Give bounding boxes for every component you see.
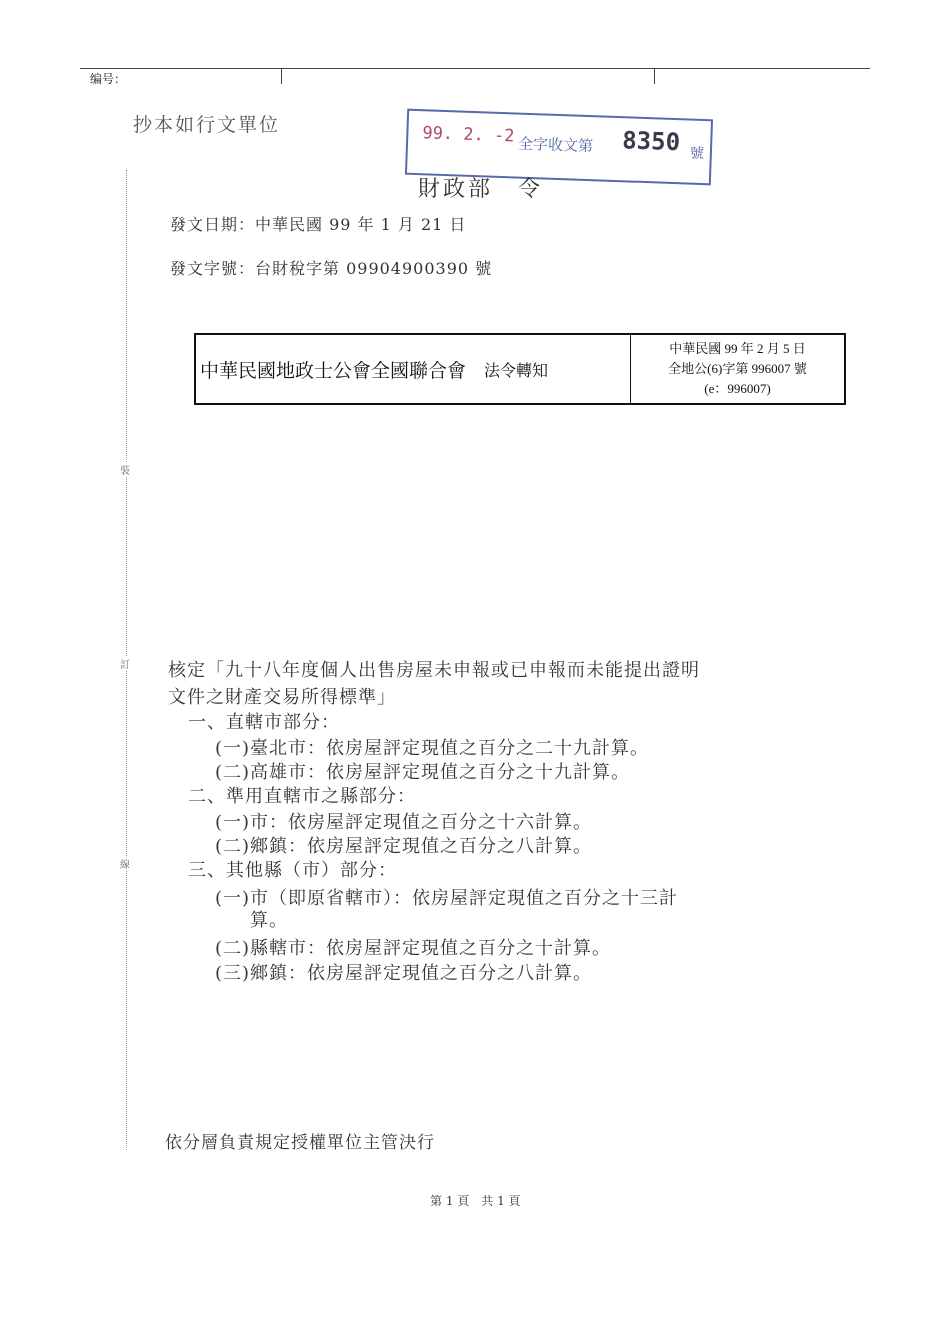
body-line: (二)縣轄市：依房屋評定現值之百分之十計算。 [215, 938, 612, 959]
header-divider [654, 68, 655, 84]
serial-label: 编号： [90, 72, 127, 86]
body-line: 一、直轄市部分： [188, 712, 340, 733]
header-rule [80, 68, 870, 69]
body-line: (二)高雄市：依房屋評定現值之百分之十九計算。 [215, 762, 631, 783]
page-number: 第 1 頁 共 1 頁 [430, 1194, 521, 1208]
body-line: (三)鄉鎮：依房屋評定現值之百分之八計算。 [215, 963, 593, 984]
stamp-date: 99. 2. -2 [422, 123, 515, 147]
header-divider [281, 68, 282, 84]
stamp-suffix: 號 [689, 145, 705, 163]
forward-notice-box [194, 333, 846, 405]
binding-mark: 裝 [120, 462, 130, 477]
notice-type: 法令轉知 [484, 360, 549, 380]
body-line: 算。 [250, 910, 288, 931]
binding-mark: 訂 [120, 656, 130, 671]
notice-org: 中華民國地政士公會全國聯合會 [200, 359, 467, 382]
ministry-title: 財政部 令 [418, 177, 544, 202]
issue-date: 發文日期：中華民國 99 年 1 月 21 日 [170, 215, 467, 234]
stamp-text: 全字收文第 [517, 134, 594, 156]
notice-date: 中華民國 99 年 2 月 5 日 [669, 341, 806, 356]
body-line: 文件之財產交易所得標準」 [168, 687, 396, 708]
notice-ref: 全地公(6)字第 996007 號 [668, 361, 807, 376]
body-line: 二、準用直轄市之縣部分： [188, 786, 416, 807]
body-line: (一)市：依房屋評定現值之百分之十六計算。 [215, 812, 593, 833]
copy-to-label: 抄本如行文單位 [133, 114, 281, 136]
binding-mark: 線 [120, 856, 130, 871]
body-line: (二)鄉鎮：依房屋評定現值之百分之八計算。 [215, 836, 593, 857]
stamp-number: 8350 [621, 126, 681, 157]
authorization-note: 依分層負責規定授權單位主管決行 [165, 1133, 435, 1153]
issue-number: 發文字號：台財稅字第 09904900390 號 [170, 259, 493, 278]
notice-right-cell [631, 335, 844, 403]
body-line: 核定「九十八年度個人出售房屋未申報或已申報而未能提出證明 [168, 660, 700, 681]
body-line: (一)市（即原省轄市）：依房屋評定現值之百分之十三計 [215, 888, 679, 909]
notice-code: (e：996007) [704, 381, 771, 396]
body-line: 三、其他縣（市）部分： [188, 860, 397, 881]
notice-left-cell [196, 335, 631, 403]
body-line: (一)臺北市：依房屋評定現值之百分之二十九計算。 [215, 738, 650, 759]
